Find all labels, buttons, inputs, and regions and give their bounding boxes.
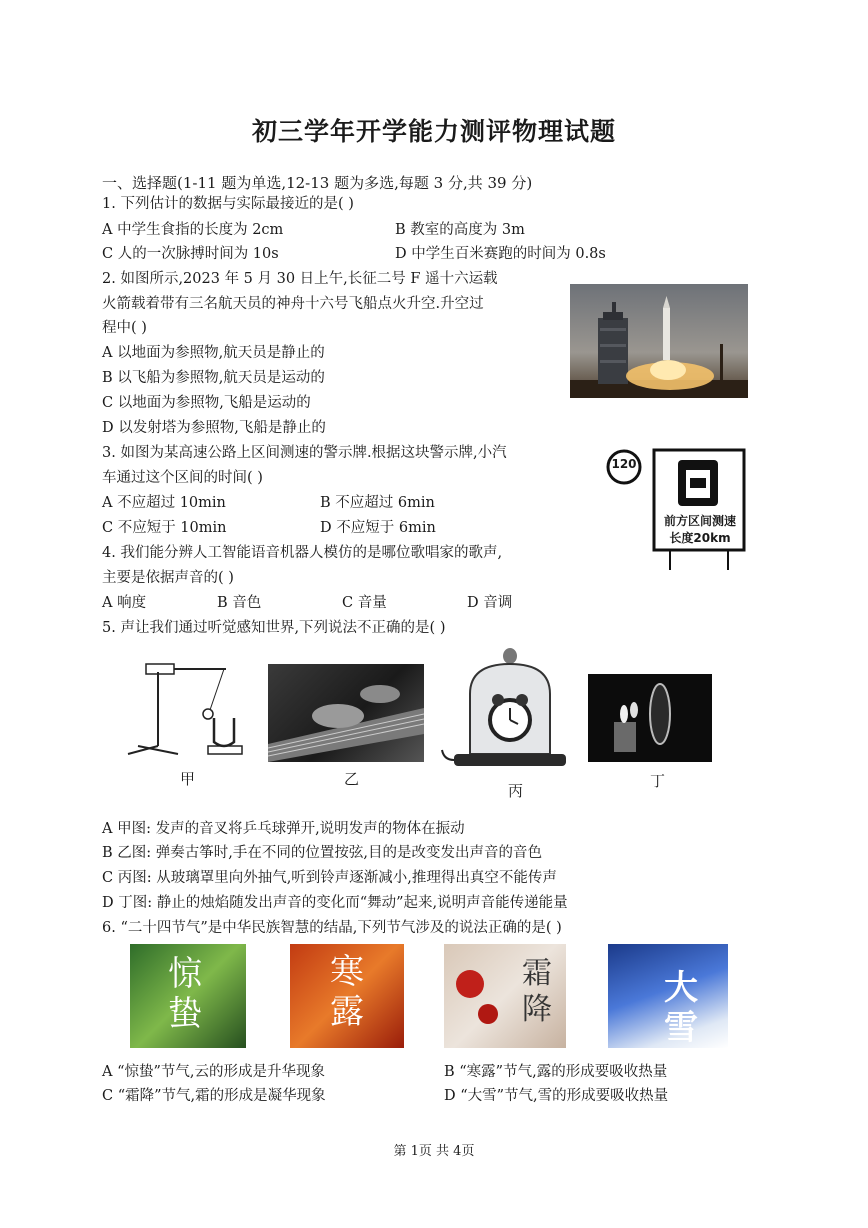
q2-option-b: B 以飞船为参照物,航天员是运动的 [102,370,325,386]
solar-term-image-hanlu [290,944,404,1048]
solar-term-image-daxue [608,944,728,1048]
page-title: 初三学年开学能力测评物理试题 [251,117,616,146]
sign-text-line2: 长度20km [669,531,731,545]
q4-stem-1: 4. 我们能分辨人工智能语音机器人模仿的是哪位歌唱家的歌声, [102,545,503,561]
q6-option-a: A “惊蛰”节气,云的形成是升华现象 [102,1064,326,1080]
solar-term-image-shuangjiang [444,944,566,1048]
q2-stem-3: 程中( ) [102,320,147,336]
jingzhe-calligraphy: 惊蛰 [168,954,202,1034]
sign-text-line1: 前方区间测速 [663,514,736,528]
sign-speed-limit: 120 [611,457,637,471]
q4-option-b: B 音色 [217,595,262,611]
q6-option-d: D “大雪”节气,雪的形成要吸收热量 [444,1088,669,1104]
q4-option-a: A 响度 [102,595,147,611]
q5-option-d: D 丁图: 静止的烛焰随发出声音的变化而“舞动”起来,说明声音能传递能量 [102,895,568,911]
q5-option-a: A 甲图: 发声的音叉将乒乓球弹开,说明发声的物体在振动 [102,821,465,837]
shuangjiang-calligraphy: 霜降 [522,956,552,1027]
q4-option-c: C 音量 [342,595,387,611]
q1-option-c: C 人的一次脉搏时间为 10s [102,246,279,262]
q3-option-b: B 不应超过 6min [320,495,435,511]
q5-stem: 5. 声让我们通过听觉感知世界,下列说法不正确的是( ) [102,620,446,636]
figure-caption-ding: 丁 [650,772,666,790]
q3-stem-2: 车通过这个区间的时间( ) [102,470,263,486]
q3-option-d: D 不应短于 6min [320,520,436,536]
q5-option-b: B 乙图: 弹奏古筝时,手在不同的位置按弦,目的是改变发出声音的音色 [102,845,542,861]
q5-option-c: C 丙图: 从玻璃罩里向外抽气,听到铃声逐渐减小,推理得出真空不能传声 [102,870,557,886]
q1-option-d: D 中学生百米赛跑的时间为 0.8s [395,246,606,262]
q4-stem-2: 主要是依据声音的( ) [102,570,234,586]
q3-option-a: A 不应超过 10min [102,495,226,511]
q3-option-c: C 不应短于 10min [102,520,227,536]
q2-stem-1: 2. 如图所示,2023 年 5 月 30 日上午,长征二号 F 遥十六运载 [102,271,498,287]
rocket-launch-photo [570,284,748,398]
figure-caption-jia: 甲 [180,770,196,788]
q1-option-b: B 教室的高度为 3m [395,222,525,238]
q6-option-c: C “霜降”节气,霜的形成是凝华现象 [102,1088,326,1104]
q1-stem: 1. 下列估计的数据与实际最接近的是( ) [102,196,354,212]
hanlu-calligraphy: 寒露 [330,952,364,1032]
q6-stem: 6. “二十四节气”是中华民族智慧的结晶,下列节气涉及的说法正确的是( ) [102,920,562,936]
tuning-fork-apparatus-figure [124,658,252,764]
q4-option-d: D 音调 [467,595,513,611]
q2-option-a: A 以地面为参照物,航天员是静止的 [102,345,325,361]
q2-stem-2: 火箭载着带有三名航天员的神舟十六号飞船点火升空.升空过 [102,296,484,312]
figure-caption-yi: 乙 [344,770,360,788]
q6-option-b: B “寒露”节气,露的形成要吸收热量 [444,1064,668,1080]
daxue-calligraphy: 大雪 [664,968,698,1048]
q3-stem-1: 3. 如图为某高速公路上区间测速的警示牌.根据这块警示牌,小汽 [102,445,507,461]
candle-flame-speaker-photo [588,674,712,762]
solar-term-image-jingzhe [130,944,246,1048]
section-heading: 一、选择题(1-11 题为单选,12-13 题为多选,每题 3 分,共 39 分) [102,174,533,192]
speed-check-sign [604,448,748,572]
page-footer: 第 1页 共 4页 [393,1144,475,1159]
q2-option-c: C 以地面为参照物,飞船是运动的 [102,395,311,411]
q2-option-d: D 以发射塔为参照物,飞船是静止的 [102,420,326,436]
figure-caption-bing: 丙 [508,782,524,800]
q1-option-a: A 中学生食指的长度为 2cm [102,222,284,238]
guzheng-playing-photo [268,664,424,762]
bell-jar-alarm-clock-figure [440,646,568,776]
